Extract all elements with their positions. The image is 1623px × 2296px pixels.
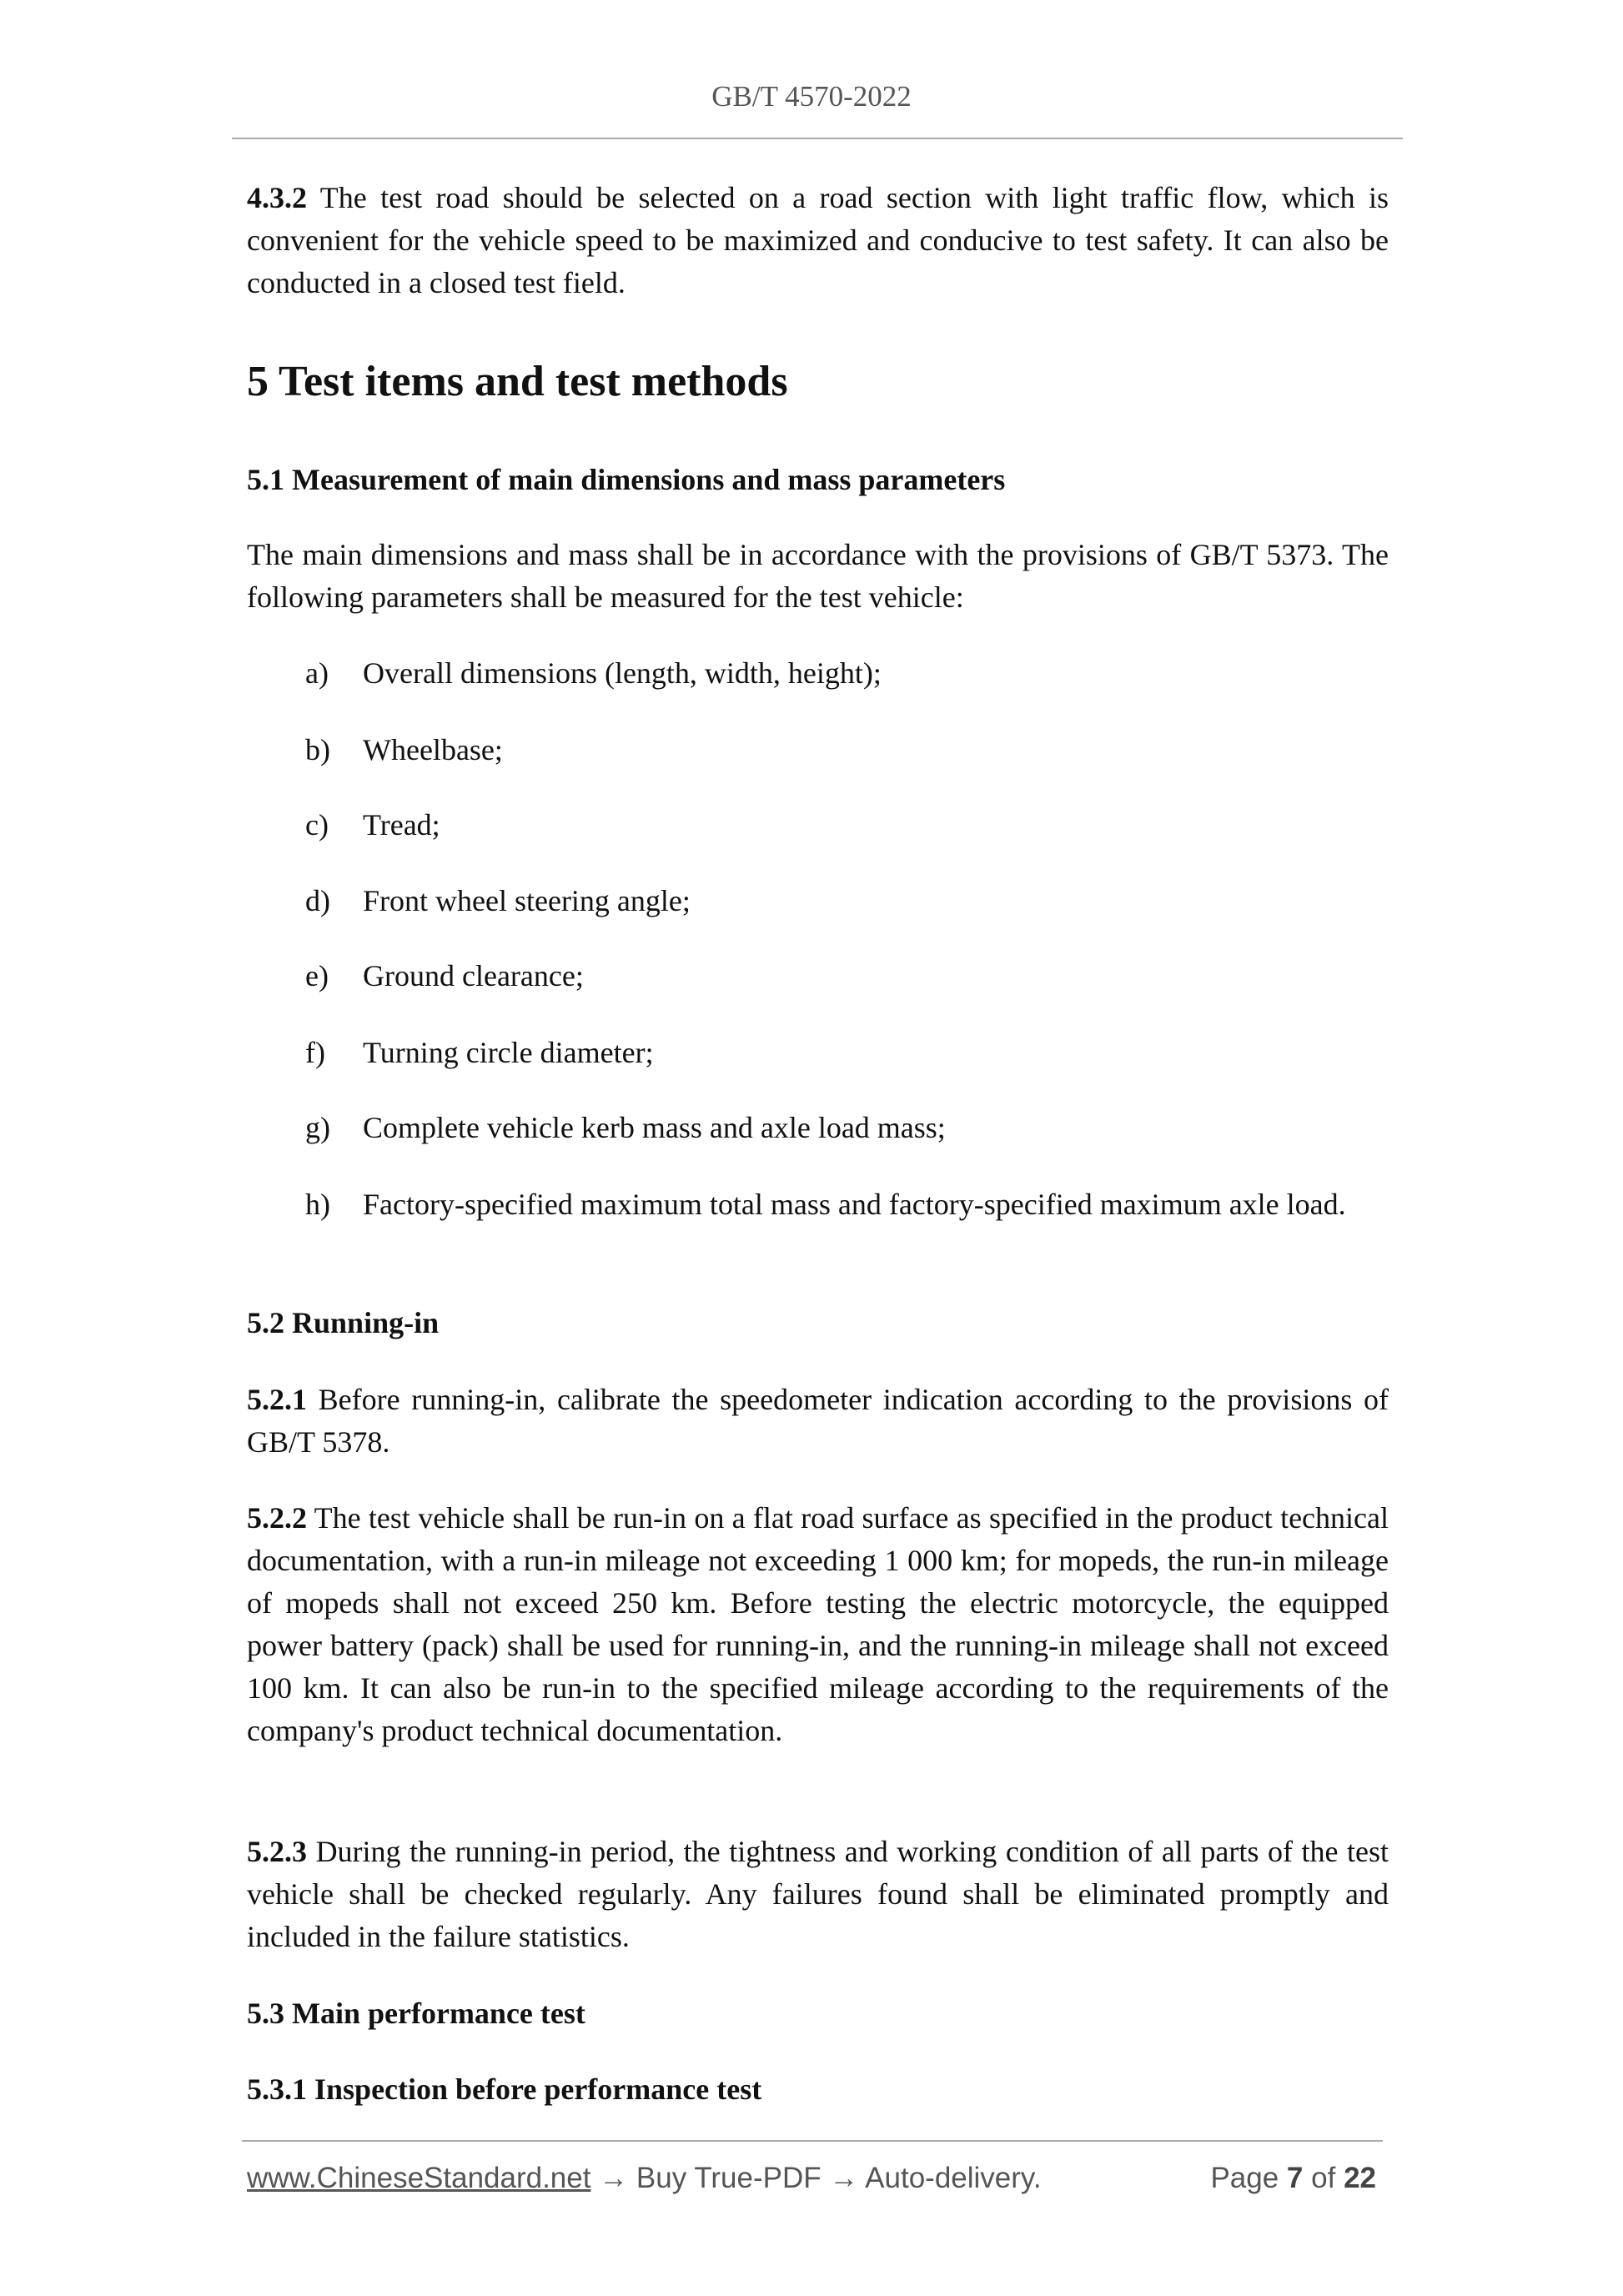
current-page: 7 [1286,2162,1304,2194]
website-link[interactable]: www.ChineseStandard.net [247,2162,591,2194]
list-marker: b) [305,733,330,766]
paragraph-5-1: The main dimensions and mass shall be in accordance with the provisions of GB/T 5373. The following parameters shall be measured for the test vehicle: [247,538,1389,614]
header-divider [232,138,1403,139]
list-marker: h) [305,1188,330,1221]
paragraph-5-2-2 [247,1497,1389,1752]
list-text: Overall dimensions (length, width, height); [363,656,882,690]
list-marker: g) [305,1111,330,1144]
page-indicator [1210,2162,1376,2195]
clause-text: The test vehicle shall be run-in on a flat road surface as specified in the product technical documentation, with a run-in mileage not exceeding 1 000 km; for mopeds, the run-in mileage of mopeds shall not exceed 250 km. Before testing the electric motorcycle, the equipped power battery (pack) shall be used for running-in, and the running-in mileage shall not exceed 100 km. It can also be run-in to the specified mileage according to the requirements of the company's product technical documentation. [247,1501,1389,1747]
list-item [305,804,1389,847]
clause-text: During the running-in period, the tightness and working condition of all parts of the test vehicle shall be checked regularly. Any failures found shall be eliminated promptly and included in the failure statistics. [247,1835,1389,1953]
subsection-heading-5-2: 5.2 Running-in [247,1306,440,1339]
list-item [305,729,1389,771]
list-marker: e) [305,959,329,992]
of-label: of [1311,2162,1336,2194]
subsection-heading-5-3: 5.3 Main performance test [247,1997,585,2030]
list-text: Wheelbase; [363,733,503,766]
list-text: Ground clearance; [363,959,584,992]
clause-number: 5.2.1 [247,1383,307,1416]
list-text: Turning circle diameter; [363,1036,654,1069]
list-marker: c) [305,808,329,842]
list-item [305,880,1389,922]
list-text: Complete vehicle kerb mass and axle load mass; [363,1111,946,1144]
list-item [305,1032,1389,1074]
list-item [305,1183,1389,1226]
page-label: Page [1210,2162,1279,2194]
clause-number: 4.3.2 [247,181,307,214]
clause-number: 5.2.2 [247,1501,307,1535]
list-marker: d) [305,884,330,917]
subsection-heading-5-3-1: 5.3.1 Inspection before performance test [247,2072,762,2106]
page-footer [247,2162,1376,2195]
paragraph-5-2-3 [247,1831,1389,1958]
list-item [305,955,1389,997]
clause-text: The test road should be selected on a road section with light traffic flow, which is convenient for the vehicle speed to be maximized and conducive to test safety. It can also be conducted in a closed test field. [247,181,1389,299]
document-header: GB/T 4570-2022 [711,80,912,113]
list-marker: f) [305,1036,325,1069]
list-item [305,652,1389,695]
list-text: Tread; [363,808,440,842]
clause-number: 5.2.3 [247,1835,307,1868]
subsection-heading-5-1: 5.1 Measurement of main dimensions and mass parameters [247,463,1006,496]
paragraph-4-3-2 [247,177,1389,304]
list-text: Factory-specified maximum total mass and factory-specified maximum axle load. [363,1188,1346,1221]
footer-divider [242,2140,1383,2142]
list-marker: a) [305,656,329,690]
footer-promo-text: → Buy True-PDF → Auto-delivery. [590,2162,1042,2194]
section-heading-5: 5 Test items and test methods [247,358,788,405]
total-pages: 22 [1344,2162,1376,2194]
list-item [305,1107,1389,1149]
list-text: Front wheel steering angle; [363,884,691,917]
paragraph-5-2-1 [247,1379,1389,1464]
clause-text: Before running-in, calibrate the speedometer indication according to the provisions of GB/T 5378. [247,1383,1389,1459]
